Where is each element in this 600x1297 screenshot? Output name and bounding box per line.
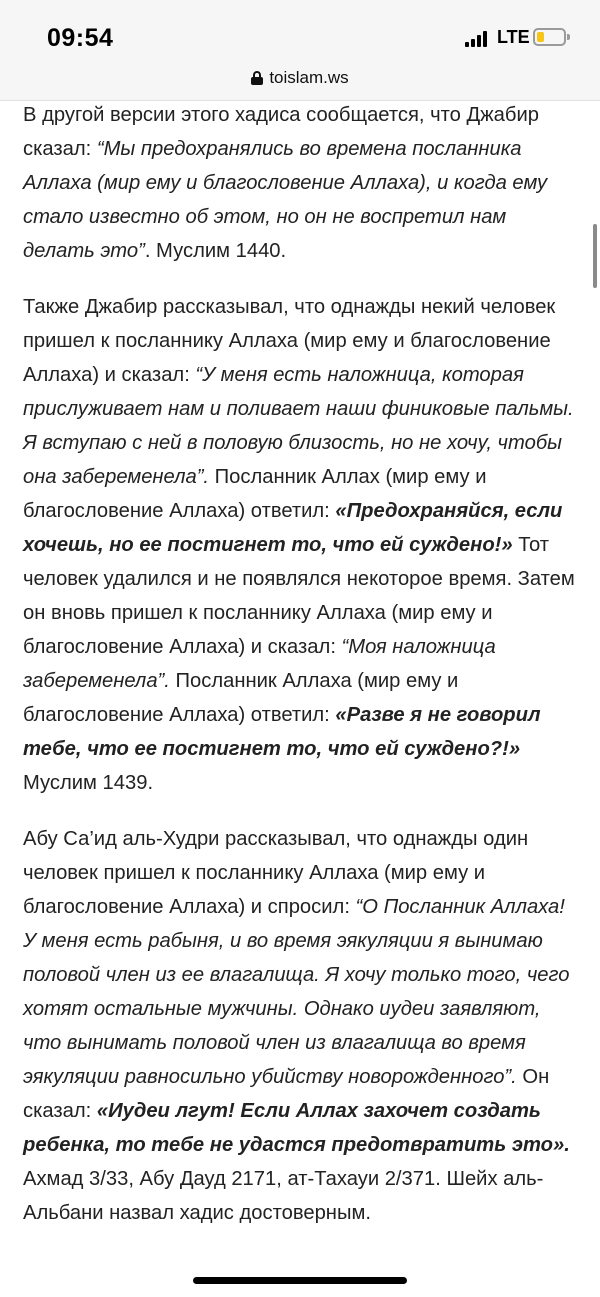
status-time: 09:54 [47, 24, 114, 52]
paragraph-2 [23, 290, 583, 800]
paragraph-1 [23, 98, 583, 268]
status-bar [0, 0, 600, 68]
signal-strength-icon [465, 31, 487, 47]
text: В другой версии этого хадиса сообщается, что Джабир сказал: [23, 104, 539, 160]
quote: “Мы предохранялись во времена посланника Аллаха (мир ему и благословение Аллаха), и когда ему стало известно об этом, но он не воспретил нам делать это” [23, 138, 548, 262]
text: Муслим 1439. [23, 772, 154, 794]
text: . Муслим 1440. [144, 240, 287, 262]
lock-icon [251, 71, 263, 85]
text: Он сказал: [23, 1066, 550, 1122]
quote: “О Посланник Аллаха! У меня есть рабыня, и во время эякуляции я вынимаю половой член из ее влагалища. Я хочу только того, чего хотят остальные мужчины. Однако иудеи заявляют, что вынимать половой член из влагалища во время эякуляции равносильно убийству новорожденного”. [23, 896, 570, 1088]
article-body [23, 98, 583, 1252]
network-type: LTE [497, 27, 530, 47]
text: Посланник Аллах (мир ему и благословение Аллаха) ответил: [23, 466, 487, 522]
text: Посланник Аллаха (мир ему и благословение Аллаха) ответил: [23, 670, 459, 726]
text: Абу Са’ид аль-Худри рассказывал, что однажды один человек пришел к посланнику Аллаха (мир ему и благословение Аллаха) и спросил: [23, 828, 529, 918]
url-domain: toislam.ws [269, 68, 349, 87]
battery-icon [533, 28, 566, 46]
prophet-quote: «Иудеи лгут! Если Аллах захочет создать ребенка, то тебе не удастся предотвратить это». [23, 1100, 570, 1156]
scrollbar-thumb[interactable] [593, 224, 597, 288]
text: Также Джабир рассказывал, что однажды некий человек пришел к посланнику Аллаха (мир ему и благословение Аллаха) и сказал: [23, 296, 556, 386]
prophet-quote: «Разве я не говорил тебе, что ее постигнет то, что ей суждено?!» [23, 704, 541, 760]
quote: “Моя наложница забеременела”. [23, 636, 496, 692]
home-indicator[interactable] [193, 1277, 407, 1284]
quote: “У меня есть наложница, которая прислуживает нам и поливает наши финиковые пальмы. Я вступаю с ней в половую близость, но не хочу, чтобы она забеременела”. [23, 364, 574, 488]
prophet-quote: «Предохраняйся, если хочешь, но ее постигнет то, что ей суждено!» [23, 500, 563, 556]
paragraph-3 [23, 822, 583, 1230]
text: Тот человек удалился и не появлялся некоторое время. Затем он вновь пришел к посланнику Аллаха (мир ему и благословение Аллаха) и сказал: [23, 534, 575, 658]
address-bar[interactable] [0, 68, 600, 101]
text: Ахмад 3/33, Абу Дауд 2171, ат-Тахауи 2/371. Шейх аль-Альбани назвал хадис достоверным. [23, 1168, 544, 1224]
